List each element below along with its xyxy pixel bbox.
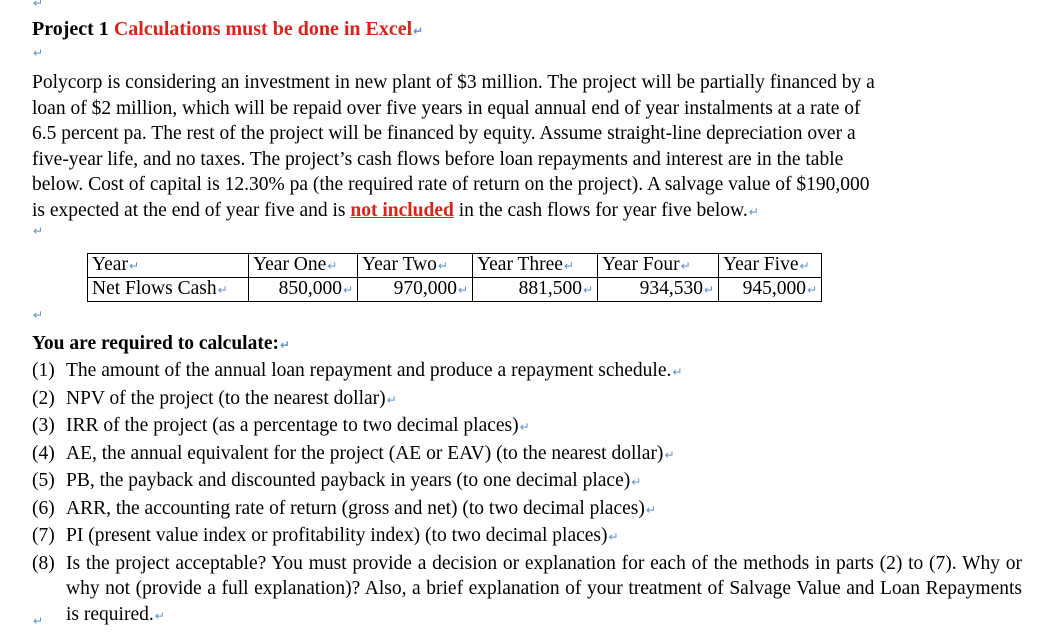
list-item: (1) The amount of the annual loan repayment and produce a repayment schedule.↵ bbox=[32, 360, 683, 381]
title-highlight: Calculations must be done in Excel bbox=[113, 18, 413, 40]
table-cell: 970,000↵ bbox=[358, 278, 473, 302]
table-row-label: Net Flows Cash↵ bbox=[88, 278, 249, 302]
intro-line: is expected at the end of year five and is not included in the cash flows for year five below.↵ bbox=[32, 199, 759, 221]
intro-line: loan of $2 million, which will be repaid over five years in equal annual end of year instalments at a rate of bbox=[32, 97, 861, 119]
intro-line: 6.5 percent pa. The rest of the project will be financed by equity. Assume straight-line depreciation over a bbox=[32, 123, 856, 144]
cash-flow-table bbox=[87, 253, 822, 302]
table-header-row bbox=[88, 254, 822, 278]
list-item: (8) Is the project acceptable? You must provide a decision or explanation for each of the methods in parts (2) to (7). Why or why not (provide a full explanation)? Also, a brief explanation of your treatment of Salvage Value and Loan Repayments is required.↵ bbox=[32, 552, 1022, 625]
intro-line: below. Cost of capital is 12.30% pa (the required rate of return on the project). A salvage value of $190,000 bbox=[32, 174, 870, 195]
not-included-highlight: not included bbox=[350, 199, 454, 221]
intro-line: Polycorp is considering an investment in new plant of $3 million. The project will be partially financed by a bbox=[32, 72, 875, 93]
intro-line: five-year life, and no taxes. The project’s cash flows before loan repayments and interest are in the table bbox=[32, 148, 844, 170]
requirements-title: You are required to calculate:↵ bbox=[32, 333, 291, 354]
paragraph-mark: ↵ bbox=[33, 614, 44, 628]
list-item: (4) AE, the annual equivalent for the project (AE or EAV) (to the nearest dollar)↵ bbox=[32, 442, 675, 464]
table-header-cell: Year Two↵ bbox=[358, 254, 473, 278]
table-cell: 945,000↵ bbox=[719, 278, 822, 302]
list-item: (7) PI (present value index or profitability index) (to two decimal places)↵ bbox=[32, 525, 619, 546]
list-item: (5) PB, the payback and discounted payback in years (to one decimal place)↵ bbox=[32, 470, 642, 491]
paragraph-mark: ↵ bbox=[413, 24, 424, 38]
table-header-cell: Year Five↵ bbox=[719, 254, 822, 278]
page-title bbox=[32, 18, 423, 41]
title-prefix: Project 1 bbox=[32, 18, 109, 40]
intro-paragraph bbox=[32, 70, 1022, 225]
paragraph-mark: ↵ bbox=[33, 0, 44, 10]
table-header-cell: Year One↵ bbox=[249, 254, 358, 278]
table-header-cell: Year Four↵ bbox=[598, 254, 719, 278]
table-cell: 881,500↵ bbox=[473, 278, 598, 302]
table-header-cell: Year↵ bbox=[88, 254, 249, 278]
table-row bbox=[88, 278, 822, 302]
table-cell: 850,000↵ bbox=[249, 278, 358, 302]
list-item: (3) IRR of the project (as a percentage to two decimal places)↵ bbox=[32, 415, 530, 436]
paragraph-mark: ↵ bbox=[33, 224, 44, 238]
list-item: (2) NPV of the project (to the nearest dollar)↵ bbox=[32, 387, 397, 409]
paragraph-mark: ↵ bbox=[33, 308, 44, 322]
list-item: (6) ARR, the accounting rate of return (gross and net) (to two decimal places)↵ bbox=[32, 497, 656, 519]
requirements-list bbox=[32, 358, 1022, 629]
table-cell: 934,530↵ bbox=[598, 278, 719, 302]
paragraph-mark: ↵ bbox=[33, 46, 44, 60]
table-header-cell: Year Three↵ bbox=[473, 254, 598, 278]
